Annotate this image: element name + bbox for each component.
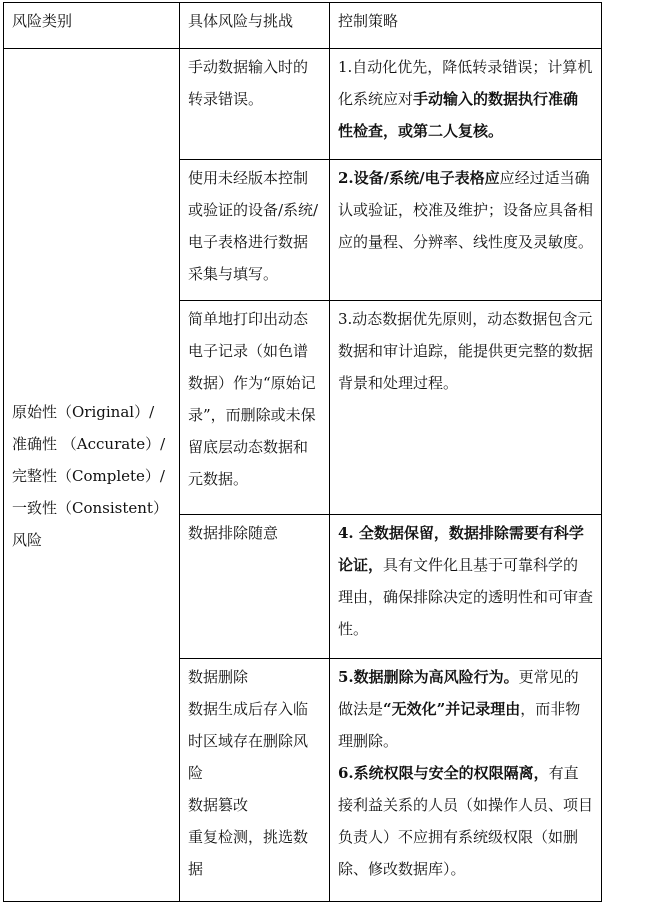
risk-cell: 使用未经版本控制或验证的设备/系统/电子表格进行数据采集与填写。: [180, 160, 330, 301]
risk-category-cell: [4, 49, 180, 902]
header-control-strategy: 控制策略: [330, 3, 602, 49]
strategy-text: 更常见的做法是: [338, 668, 579, 718]
strategy-cell: [330, 659, 602, 902]
header-specific-risk: 具体风险与挑战: [180, 3, 330, 49]
category-line: 完整性（Complete）/: [12, 467, 165, 485]
strategy-text-bold: 手动输入的数据执行准确性检查，或第二人复核。: [338, 90, 579, 140]
risk-line: 重复检测，挑选数据: [188, 828, 309, 878]
category-line: 准确性 （Accurate）/: [12, 435, 166, 453]
strategy-text: 3.动态数据优先原则，动态数据包含元数据和审计追踪，能提供更完整的数据背景和处理过程。: [338, 310, 594, 392]
strategy-cell: [330, 49, 602, 160]
strategy-text: 1.自动化优先，降低转录错误；计算机化系统应对: [338, 58, 593, 108]
strategy-text: 有直接利益关系的人员（如操作人员、项目负责人）不应拥有系统级权限（如删除、修改数据库）。: [338, 764, 594, 878]
table-header-row: [4, 3, 602, 49]
risk-cell: 简单地打印出动态电子记录（如色谱数据）作为“原始记录”，而删除或未保留底层动态数据和元数据。: [180, 301, 330, 515]
strategy-text: 应经过适当确认或验证，校准及维护；设备应具备相应的量程、分辨率、线性度及灵敏度。: [338, 169, 594, 251]
table-row: [4, 49, 602, 160]
category-line: 风险: [12, 531, 43, 549]
category-line: 原始性（Original）/: [12, 403, 155, 421]
strategy-text-bold: “无效化”并记录理由: [383, 700, 521, 718]
risk-cell: [180, 659, 330, 902]
risk-line: 数据删除: [188, 668, 249, 686]
strategy-text: ，而非物理删除。: [338, 700, 581, 750]
strategy-text: 具有文件化且基于可靠科学的理由，确保排除决定的透明性和可审查性。: [338, 556, 594, 638]
risk-control-table: [3, 2, 602, 902]
strategy-5: [338, 661, 593, 757]
category-line: 一致性（Consistent）: [12, 499, 168, 517]
strategy-text-bold: 5.数据删除为高风险行为。: [338, 668, 519, 686]
risk-line: 数据生成后存入临时区域存在删除风险: [188, 700, 309, 782]
strategy-text-bold: 2.设备/系统/电子表格应: [338, 169, 500, 187]
risk-cell: 数据排除随意: [180, 515, 330, 659]
risk-cell: 手动数据输入时的转录错误。: [180, 49, 330, 160]
strategy-cell: [330, 515, 602, 659]
strategy-text-bold: 4. 全数据保留，数据排除需要有科学论证，: [338, 524, 584, 574]
strategy-cell: [330, 160, 602, 301]
strategy-6: [338, 757, 593, 885]
strategy-text-bold: 6.系统权限与安全的权限隔离，: [338, 764, 549, 782]
risk-line: 数据篡改: [188, 796, 249, 814]
strategy-cell: [330, 301, 602, 515]
header-risk-category: 风险类别: [4, 3, 180, 49]
